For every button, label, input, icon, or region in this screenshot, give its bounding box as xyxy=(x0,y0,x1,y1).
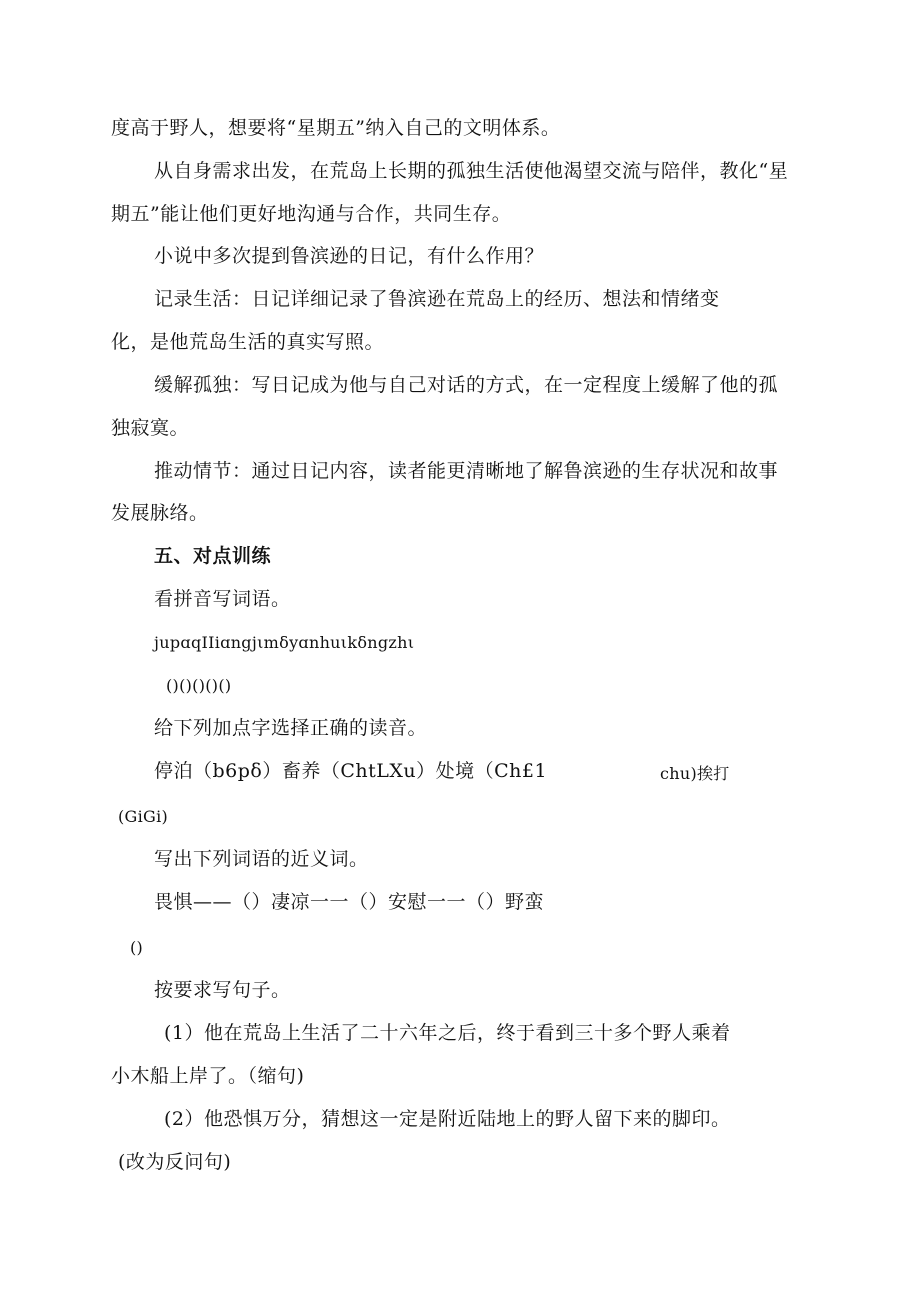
paragraph-line: 推动情节：通过日记内容，读者能更清晰地了解鲁滨逊的生存状况和故事 xyxy=(154,460,779,482)
exercise-prompt: 看拼音写词语。 xyxy=(154,588,291,610)
exercise-line: 畏惧——（）凄凉一一（）安慰一一（）野蛮 xyxy=(154,891,545,913)
exercise-line: chu)挨打 xyxy=(660,764,730,783)
exercise-prompt: 按要求写句子。 xyxy=(154,979,291,1001)
exercise-prompt: 写出下列词语的近义词。 xyxy=(154,848,369,870)
exercise-prompt: 给下列加点字选择正确的读音。 xyxy=(154,717,428,739)
exercise-line: 小木船上岸了。（缩句) xyxy=(111,1065,305,1087)
paragraph-line: 期五”能让他们更好地沟通与合作，共同生存。 xyxy=(111,203,512,225)
exercise-line: (改为反问句) xyxy=(118,1151,232,1173)
paragraph-line: 度高于野人，想要将“星期五”纳入自己的文明体系。 xyxy=(111,117,561,139)
paragraph-line: 发展脉络。 xyxy=(111,502,209,524)
paragraph-line: 独寂寞。 xyxy=(111,417,190,439)
paragraph-line: 从自身需求出发，在荒岛上长期的孤独生活使他渴望交流与陪伴，教化“星 xyxy=(154,160,789,182)
paragraph-line: 化，是他荒岛生活的真实写照。 xyxy=(111,331,385,353)
paragraph-line: 记录生活：日记详细记录了鲁滨逊在荒岛上的经历、想法和情绪变 xyxy=(154,288,720,310)
exercise-line: (2）他恐惧万分，猜想这一定是附近陆地上的野人留下来的脚印。 xyxy=(164,1108,731,1130)
pinyin-line: jupɑqIIiɑngjιmδyɑnhuιkδngzhι xyxy=(154,633,415,652)
exercise-line: 停泊（b6pδ）畜养（ChtLXu）处境（Ch£1 xyxy=(154,760,548,782)
question-line: 小说中多次提到鲁滨逊的日记，有什么作用？ xyxy=(154,245,545,267)
section-heading: 五、对点训练 xyxy=(154,545,272,567)
exercise-line: (1）他在荒岛上生活了二十六年之后，终于看到三十多个野人乘着 xyxy=(164,1022,731,1044)
answer-blanks: () xyxy=(130,938,144,957)
exercise-line: (GiGi) xyxy=(118,807,169,826)
paragraph-line: 缓解孤独：写日记成为他与自己对话的方式，在一定程度上缓解了他的孤 xyxy=(154,374,779,396)
answer-blanks: ()()()()() xyxy=(166,676,232,695)
